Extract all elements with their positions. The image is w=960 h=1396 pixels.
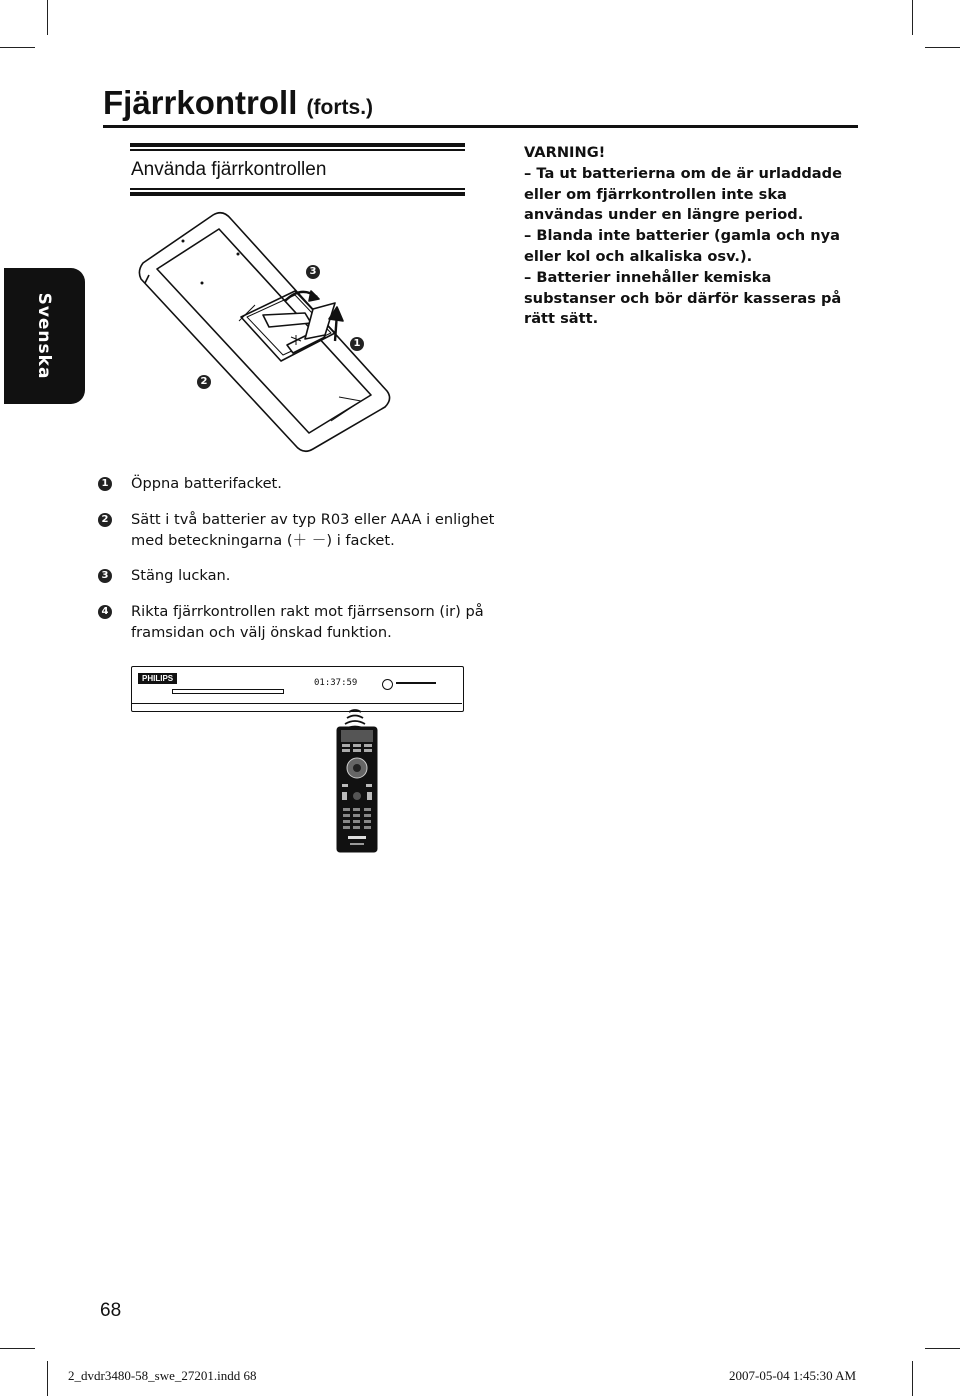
crop-mark [0,47,35,48]
crop-mark [925,1348,960,1349]
step-text: Sätt i två batterier av typ R03 eller AAA i enlighet med beteckningarna (＋ －) i facket. [131,510,495,549]
ir-sensor-icon [382,679,393,690]
disc-tray [172,689,284,694]
footer-file-name: 2_dvdr3480-58_swe_27201.indd 68 [68,1368,257,1383]
section-rule [130,143,465,147]
callout-1: 1 [350,337,364,351]
step-text: Rikta fjärrkontrollen rakt mot fjärrsensorn (ir) på framsidan och välj önskad funktion. [131,603,484,641]
page-title [103,84,373,122]
page-title-text: Fjärrkontroll [103,84,298,121]
section-rule [130,188,465,190]
callout-3: 3 [306,265,320,279]
page-title-suffix: (forts.) [306,96,374,119]
callout-2: 2 [197,375,211,389]
dvd-recorder-illustration [131,666,464,712]
page-number: 68 [100,1300,122,1321]
display-readout: 01:37:59 [314,678,358,688]
warning-box [524,143,854,330]
language-tab [4,268,85,404]
step-text: Stäng luckan. [131,567,231,585]
step-item [97,510,497,552]
step-item [97,474,497,495]
section-rule [130,192,465,196]
step-number: 4 [98,605,112,619]
crop-mark [925,47,960,48]
crop-mark [0,1348,35,1349]
brand-logo: PHILIPS [138,673,177,684]
title-divider [103,125,858,128]
battery-insertion-illustration [135,205,400,455]
section-heading: Använda fjärrkontrollen [131,159,327,180]
language-tab-label: Svenska [34,292,54,380]
remote-control-illustration [336,726,378,854]
step-text: Öppna batterifacket. [131,475,282,492]
warning-item: – Blanda inte batterier (gamla och nya eller kol och alkaliska osv.). [524,227,840,265]
section-rule [130,149,465,151]
step-number: 3 [98,569,112,583]
crop-mark [912,1361,913,1396]
warning-item: – Ta ut batterierna om de är urladdade eller om fjärrkontrollen inte ska användas under en längre period. [524,164,842,224]
step-item [97,602,497,644]
warning-item: – Batterier innehåller kemiska substanser och bör därför kasseras på rätt sätt. [524,268,842,328]
step-number: 1 [98,477,112,491]
step-item [97,566,497,587]
panel-controls [396,682,436,684]
footer-timestamp: 2007-05-04 1:45:30 AM [729,1368,857,1383]
panel-base [132,703,462,704]
step-number: 2 [98,513,112,527]
crop-mark [47,1361,48,1396]
instruction-steps [97,474,497,659]
crop-mark [912,0,913,35]
crop-mark [47,0,48,35]
warning-heading: VARNING! [524,144,606,161]
